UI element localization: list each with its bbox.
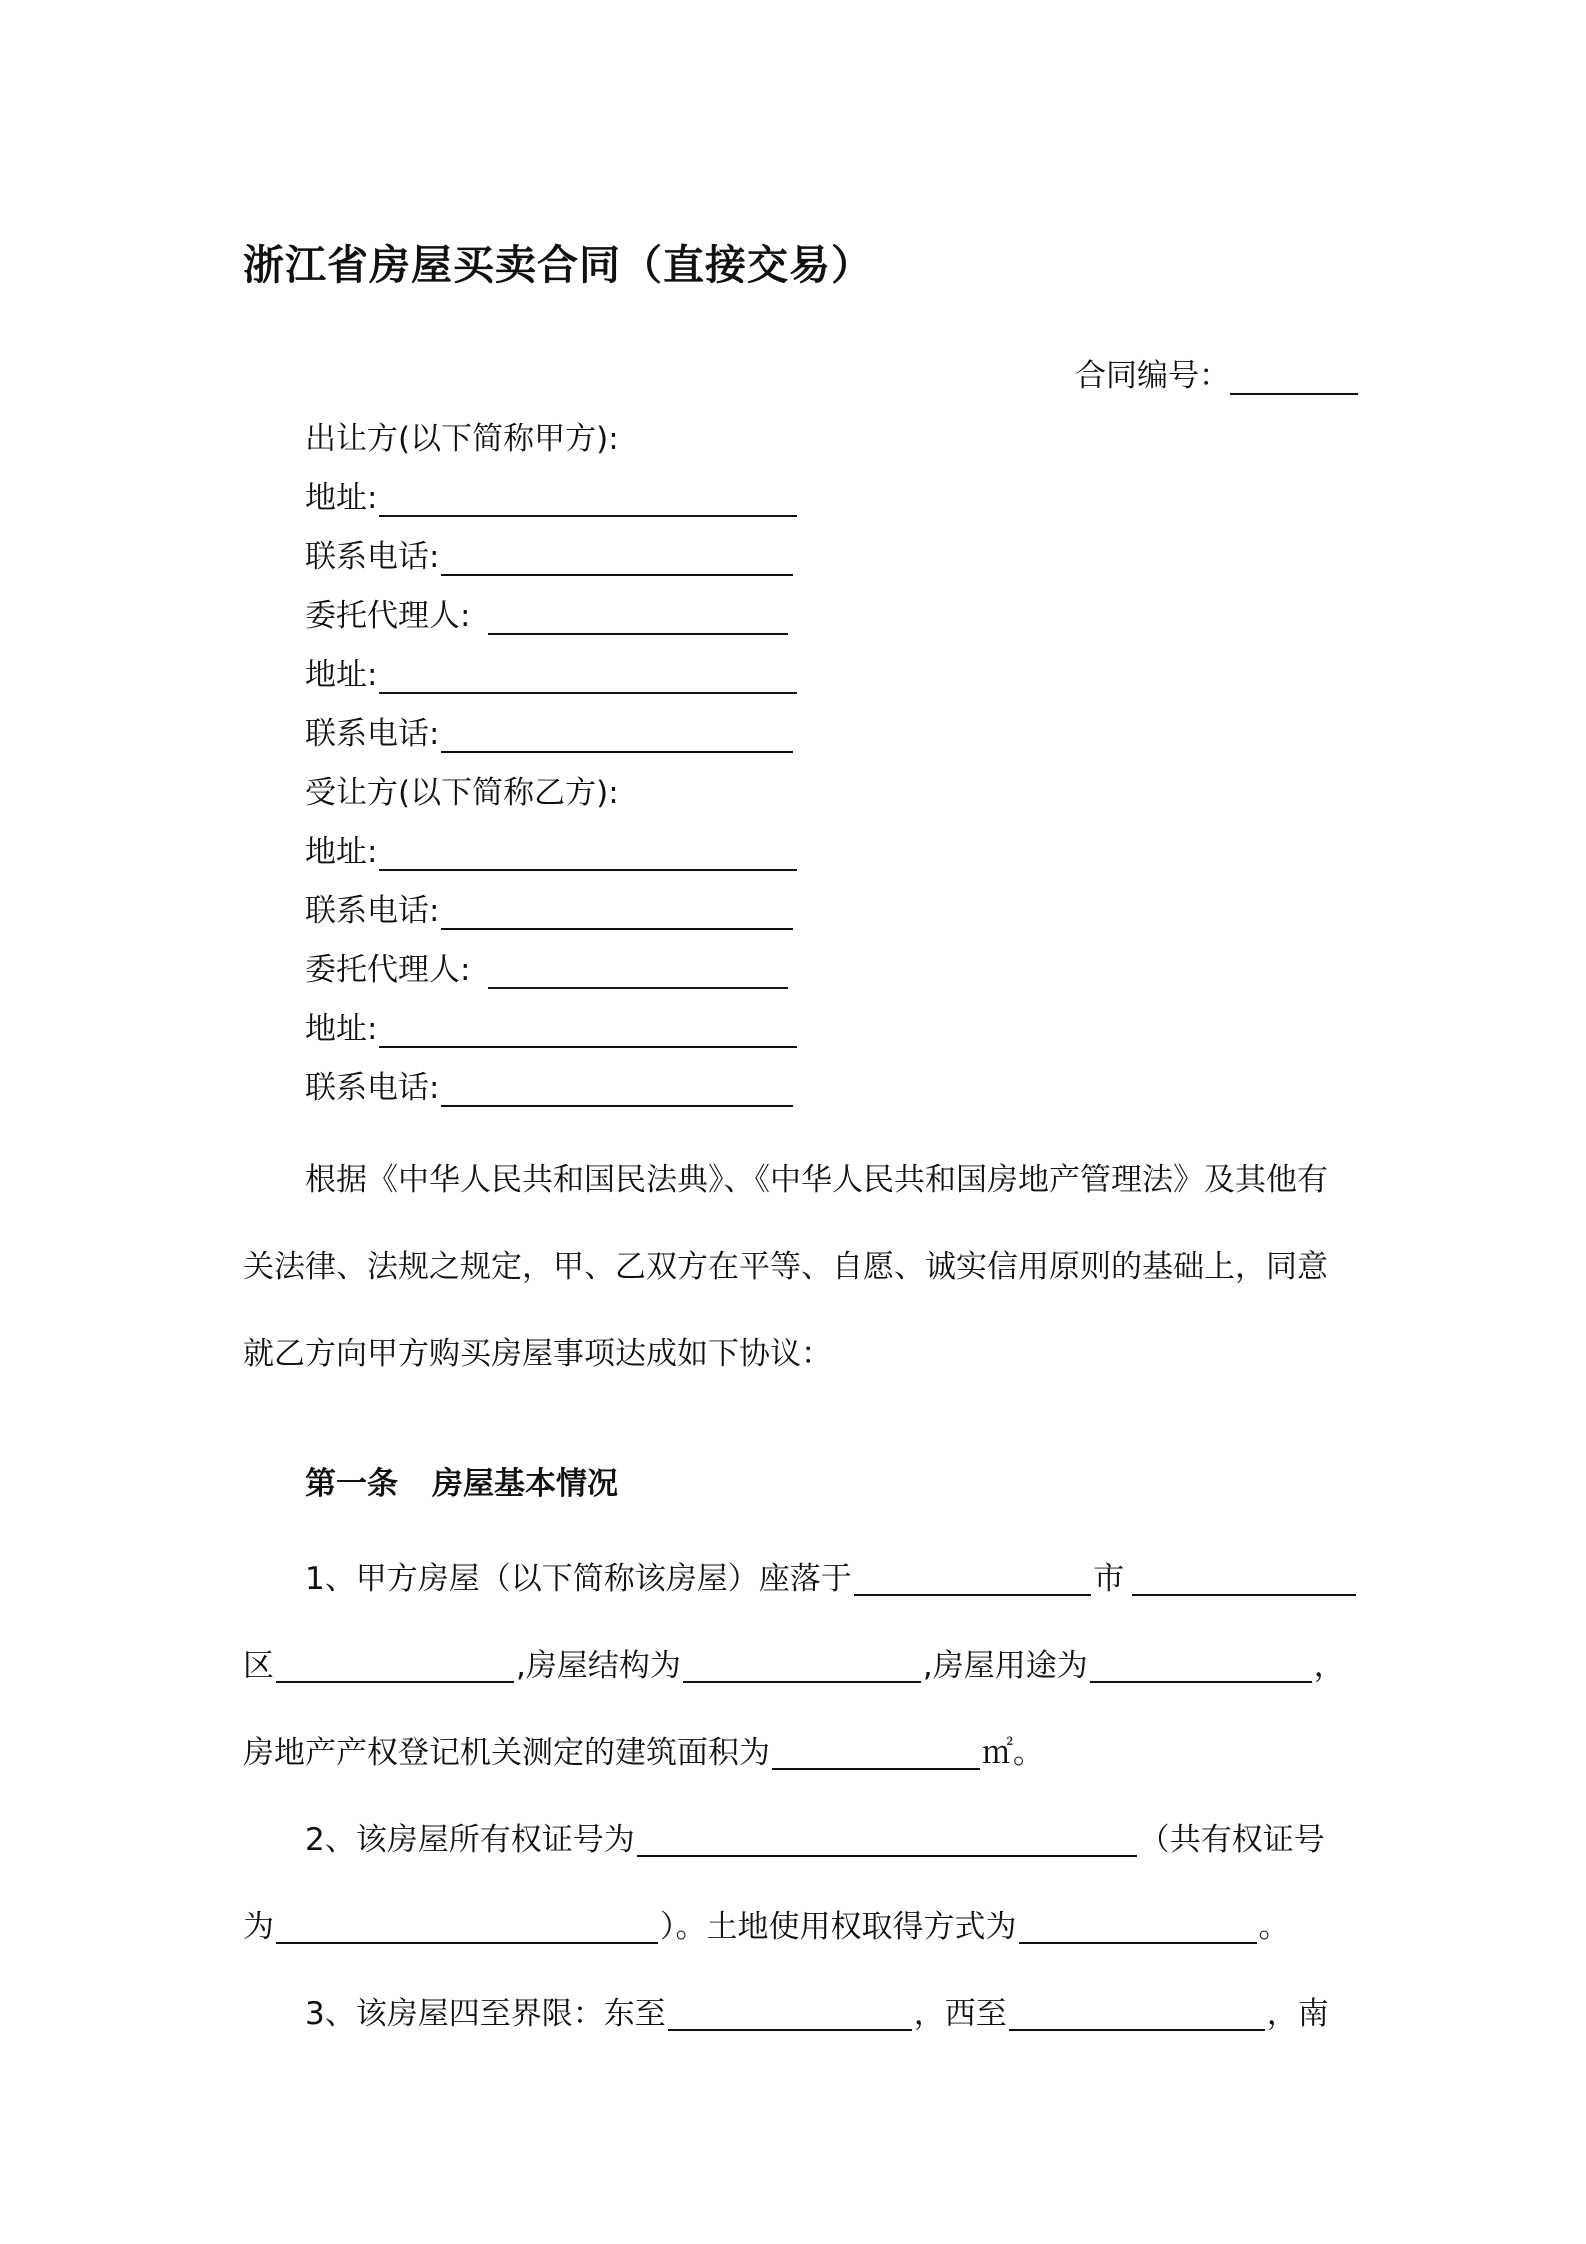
item-3-west-label: ，西至 xyxy=(913,1996,1007,2032)
seller-address-row xyxy=(305,467,797,526)
buyer-heading-text: 受让方(以下简称乙方): xyxy=(305,775,619,811)
item-1-comma: ， xyxy=(1313,1648,1345,1684)
buyer-address-field[interactable] xyxy=(379,835,797,871)
buyer-agent-label: 委托代理人: xyxy=(305,952,471,988)
item-1-line-3 xyxy=(243,1706,1358,1793)
article-1-number: 第一条 xyxy=(305,1466,398,1502)
buyer-agent-phone-field[interactable] xyxy=(441,1071,793,1107)
buyer-agent-row xyxy=(305,939,797,998)
buyer-address-label: 地址: xyxy=(305,834,378,870)
buyer-agent-phone-label: 联系电话: xyxy=(305,1070,440,1106)
ownership-cert-field[interactable] xyxy=(637,1817,1137,1857)
item-2-as-label: 为 xyxy=(243,1909,274,1945)
item-3-east-label: 3、该房屋四至界限：东至 xyxy=(305,1996,666,2032)
contract-number-label: 合同编号： xyxy=(1075,358,1230,394)
article-1-heading xyxy=(305,1458,618,1503)
buyer-phone-field[interactable] xyxy=(441,894,793,930)
contract-number xyxy=(1075,350,1358,395)
item-1-end: 。 xyxy=(1013,1735,1044,1771)
seller-phone-field[interactable] xyxy=(441,540,793,576)
usage-field[interactable] xyxy=(1090,1643,1312,1683)
item-3-south-label: ，南 xyxy=(1266,1996,1329,2032)
item-2-cert-label: 2、该房屋所有权证号为 xyxy=(305,1822,635,1858)
seller-agent-address-row xyxy=(305,644,797,703)
contract-number-field[interactable] xyxy=(1230,357,1358,395)
land-acquisition-field[interactable] xyxy=(1019,1904,1257,1944)
item-1-location-label: 1、甲方房屋（以下简称该房屋）座落于 xyxy=(305,1561,852,1597)
item-1-line-2 xyxy=(243,1619,1358,1706)
item-1-city-label: 市 xyxy=(1093,1561,1125,1597)
item-2-line-2 xyxy=(243,1880,1358,1967)
article-1-title: 房屋基本情况 xyxy=(432,1466,618,1502)
buyer-agent-field[interactable] xyxy=(488,953,788,989)
buyer-agent-address-row xyxy=(305,998,797,1057)
item-2-end: 。 xyxy=(1258,1909,1290,1945)
west-boundary-field[interactable] xyxy=(1009,1991,1265,2031)
structure-field[interactable] xyxy=(683,1643,921,1683)
buyer-address-row xyxy=(305,821,797,880)
preamble xyxy=(243,1133,1358,1394)
seller-agent-phone-field[interactable] xyxy=(441,717,793,753)
buyer-phone-row xyxy=(305,880,797,939)
seller-agent-address-label: 地址: xyxy=(305,657,378,693)
seller-agent-phone-label: 联系电话: xyxy=(305,716,440,752)
item-2-land-label: ）。土地使用权取得方式为 xyxy=(660,1909,1017,1945)
document-title: 浙江省房屋买卖合同（直接交易） xyxy=(243,241,873,289)
seller-heading-text: 出让方(以下简称甲方): xyxy=(305,421,619,457)
east-boundary-field[interactable] xyxy=(668,1991,912,2031)
buyer-agent-phone-row xyxy=(305,1057,797,1116)
district-field[interactable] xyxy=(276,1643,514,1683)
seller-agent-field[interactable] xyxy=(488,599,788,635)
seller-agent-phone-row xyxy=(305,703,797,762)
item-1-usage-label: ,房屋用途为 xyxy=(922,1648,1088,1684)
item-2-line-1 xyxy=(243,1793,1358,1880)
preamble-line-2: 关法律、法规之规定，甲、乙双方在平等、自愿、诚实信用原则的基础上，同意 xyxy=(243,1249,1328,1285)
seller-phone-label: 联系电话: xyxy=(305,539,440,575)
buyer-phone-label: 联系电话: xyxy=(305,893,440,929)
article-1-body xyxy=(243,1532,1358,2054)
seller-agent-row xyxy=(305,585,797,644)
co-ownership-cert-field[interactable] xyxy=(276,1904,658,1944)
item-1-district-label: 区 xyxy=(243,1648,274,1684)
city-field[interactable] xyxy=(854,1556,1092,1596)
seller-address-label: 地址: xyxy=(305,480,378,516)
seller-phone-row xyxy=(305,526,797,585)
item-1-structure-label: ,房屋结构为 xyxy=(516,1648,681,1684)
preamble-line-1: 根据《中华人民共和国民法典》、《中华人民共和国房地产管理法》及其他有 xyxy=(305,1162,1328,1198)
district-prefix-field[interactable] xyxy=(1132,1556,1356,1596)
area-unit: ㎡ xyxy=(982,1735,1013,1771)
seller-heading xyxy=(305,408,797,467)
seller-agent-address-field[interactable] xyxy=(379,658,797,694)
item-3-line-1 xyxy=(243,1967,1358,2054)
preamble-line-3: 就乙方向甲方购买房屋事项达成如下协议： xyxy=(243,1336,832,1372)
buyer-agent-address-label: 地址: xyxy=(305,1011,378,1047)
seller-agent-label: 委托代理人: xyxy=(305,598,471,634)
parties-block xyxy=(305,408,797,1116)
item-1-line-1 xyxy=(243,1532,1358,1619)
buyer-heading xyxy=(305,762,797,821)
area-field[interactable] xyxy=(772,1730,980,1770)
item-2-co-cert-label: （共有权证号 xyxy=(1138,1822,1325,1858)
seller-address-field[interactable] xyxy=(379,481,797,517)
buyer-agent-address-field[interactable] xyxy=(379,1012,797,1048)
item-1-area-label: 房地产产权登记机关测定的建筑面积为 xyxy=(243,1735,770,1771)
